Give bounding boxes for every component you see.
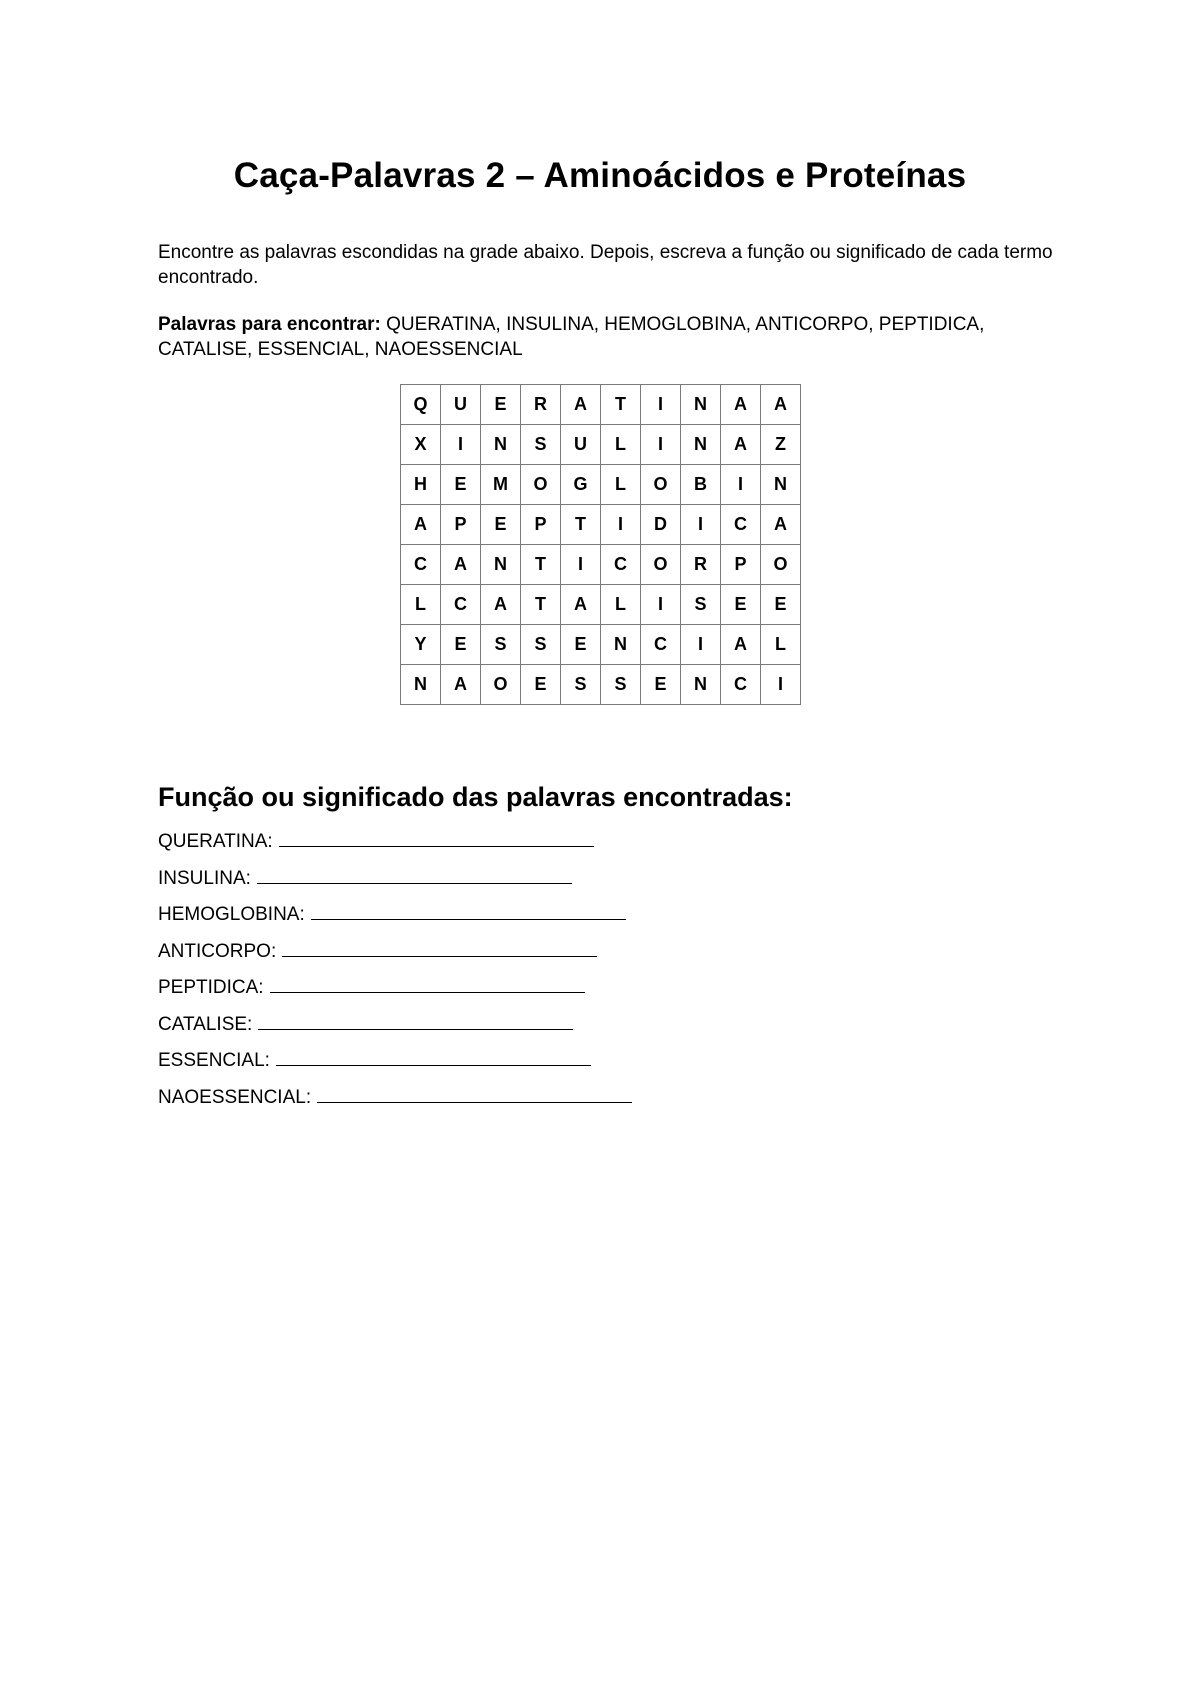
answer-label: ESSENCIAL: (158, 1050, 270, 1071)
grid-cell: U (561, 425, 601, 465)
grid-cell: I (761, 665, 801, 705)
grid-cell: M (481, 465, 521, 505)
answer-line (158, 901, 632, 938)
grid-cell: A (721, 385, 761, 425)
grid-cell: A (721, 425, 761, 465)
grid-cell: E (481, 385, 521, 425)
grid-cell: Z (761, 425, 801, 465)
grid-cell: N (401, 665, 441, 705)
grid-cell: C (601, 545, 641, 585)
grid-cell: P (441, 505, 481, 545)
grid-cell: R (681, 545, 721, 585)
answers-list (158, 828, 632, 1120)
grid-cell: N (481, 425, 521, 465)
grid-cell: L (601, 425, 641, 465)
answer-blank-line (282, 938, 597, 957)
grid-cell: O (521, 465, 561, 505)
grid-cell: E (641, 665, 681, 705)
grid-cell: O (481, 665, 521, 705)
grid-cell: E (481, 505, 521, 545)
grid-cell: I (721, 465, 761, 505)
grid-cell: C (641, 625, 681, 665)
grid-cell: A (561, 585, 601, 625)
grid-cell: S (601, 665, 641, 705)
answer-line (158, 938, 632, 975)
grid-cell: I (641, 585, 681, 625)
grid-cell: A (721, 625, 761, 665)
grid-cell: C (441, 585, 481, 625)
grid-cell: H (401, 465, 441, 505)
answer-label: HEMOGLOBINA: (158, 904, 305, 925)
answer-blank-line (317, 1084, 632, 1103)
answer-blank-line (270, 974, 585, 993)
grid-cell: S (481, 625, 521, 665)
word-search-grid (400, 384, 801, 705)
grid-row (401, 385, 801, 425)
answer-line (158, 828, 632, 865)
answer-line (158, 865, 632, 902)
grid-cell: N (601, 625, 641, 665)
answer-label: ANTICORPO: (158, 940, 277, 962)
grid-cell: I (441, 425, 481, 465)
answer-label: QUERATINA: (158, 831, 273, 852)
answer-label: INSULINA: (158, 867, 251, 889)
grid-cell: X (401, 425, 441, 465)
grid-cell: A (561, 385, 601, 425)
grid-cell: T (601, 385, 641, 425)
answer-label: PEPTIDICA: (158, 977, 264, 998)
grid-cell: S (521, 625, 561, 665)
grid-cell: C (721, 665, 761, 705)
grid-cell: N (681, 425, 721, 465)
grid-cell: L (401, 585, 441, 625)
grid-cell: N (481, 545, 521, 585)
grid-cell: S (561, 665, 601, 705)
grid-cell: A (441, 665, 481, 705)
grid-cell: C (721, 505, 761, 545)
grid-cell: B (681, 465, 721, 505)
word-list-text: QUERATINA, INSULINA, HEMOGLOBINA, ANTICORPO, PEPTIDICA, CATALISE, ESSENCIAL, NAOESSENCIAL (158, 314, 985, 360)
grid-cell: A (481, 585, 521, 625)
grid-cell: I (641, 385, 681, 425)
grid-cell: I (681, 505, 721, 545)
grid-cell: I (681, 625, 721, 665)
answer-blank-line (257, 865, 572, 884)
grid-cell: T (521, 545, 561, 585)
grid-cell: P (521, 505, 561, 545)
answer-label: NAOESSENCIAL: (158, 1086, 312, 1108)
grid-cell: E (721, 585, 761, 625)
grid-cell: L (761, 625, 801, 665)
answer-blank-line (279, 828, 594, 847)
grid-cell: L (601, 465, 641, 505)
grid-cell: I (561, 545, 601, 585)
answer-blank-line (311, 901, 626, 920)
page-title: Caça-Palavras 2 – Aminoácidos e Proteínas (233, 156, 967, 195)
answer-line (158, 1084, 632, 1121)
grid-cell: I (641, 425, 681, 465)
grid-cell: R (521, 385, 561, 425)
grid-cell: G (561, 465, 601, 505)
grid-cell: A (761, 505, 801, 545)
answer-line (158, 1047, 632, 1084)
answer-label: CATALISE: (158, 1013, 253, 1035)
grid-row (401, 585, 801, 625)
grid-cell: T (561, 505, 601, 545)
grid-cell: I (601, 505, 641, 545)
grid-cell: L (601, 585, 641, 625)
word-list-label: Palavras para encontrar: (158, 314, 381, 335)
answer-blank-line (276, 1047, 591, 1066)
answer-line (158, 1011, 632, 1048)
grid-cell: A (401, 505, 441, 545)
grid-row (401, 665, 801, 705)
grid-row (401, 625, 801, 665)
grid-cell: N (761, 465, 801, 505)
grid-cell: C (401, 545, 441, 585)
grid-cell: P (721, 545, 761, 585)
grid-cell: D (641, 505, 681, 545)
answer-line (158, 974, 632, 1011)
grid-cell: E (521, 665, 561, 705)
grid-row (401, 505, 801, 545)
grid-cell: Q (401, 385, 441, 425)
grid-row (401, 545, 801, 585)
word-list (158, 312, 1058, 362)
grid-cell: Y (401, 625, 441, 665)
grid-cell: N (681, 665, 721, 705)
grid-cell: U (441, 385, 481, 425)
instructions-text: Encontre as palavras escondidas na grade abaixo. Depois, escreva a função ou significado de cada termo encontrado. (158, 242, 1053, 288)
answer-blank-line (258, 1011, 573, 1030)
grid-row (401, 465, 801, 505)
grid-cell: A (441, 545, 481, 585)
grid-cell: E (761, 585, 801, 625)
grid-cell: T (521, 585, 561, 625)
grid-cell: S (681, 585, 721, 625)
grid-cell: A (761, 385, 801, 425)
grid-cell: S (521, 425, 561, 465)
grid-cell: E (441, 625, 481, 665)
answers-section-title: Função ou significado das palavras encontradas: (158, 782, 793, 812)
grid-cell: O (641, 465, 681, 505)
grid-cell: O (641, 545, 681, 585)
grid-cell: O (761, 545, 801, 585)
grid-row (401, 425, 801, 465)
grid-cell: E (561, 625, 601, 665)
grid-cell: E (441, 465, 481, 505)
grid-cell: N (681, 385, 721, 425)
